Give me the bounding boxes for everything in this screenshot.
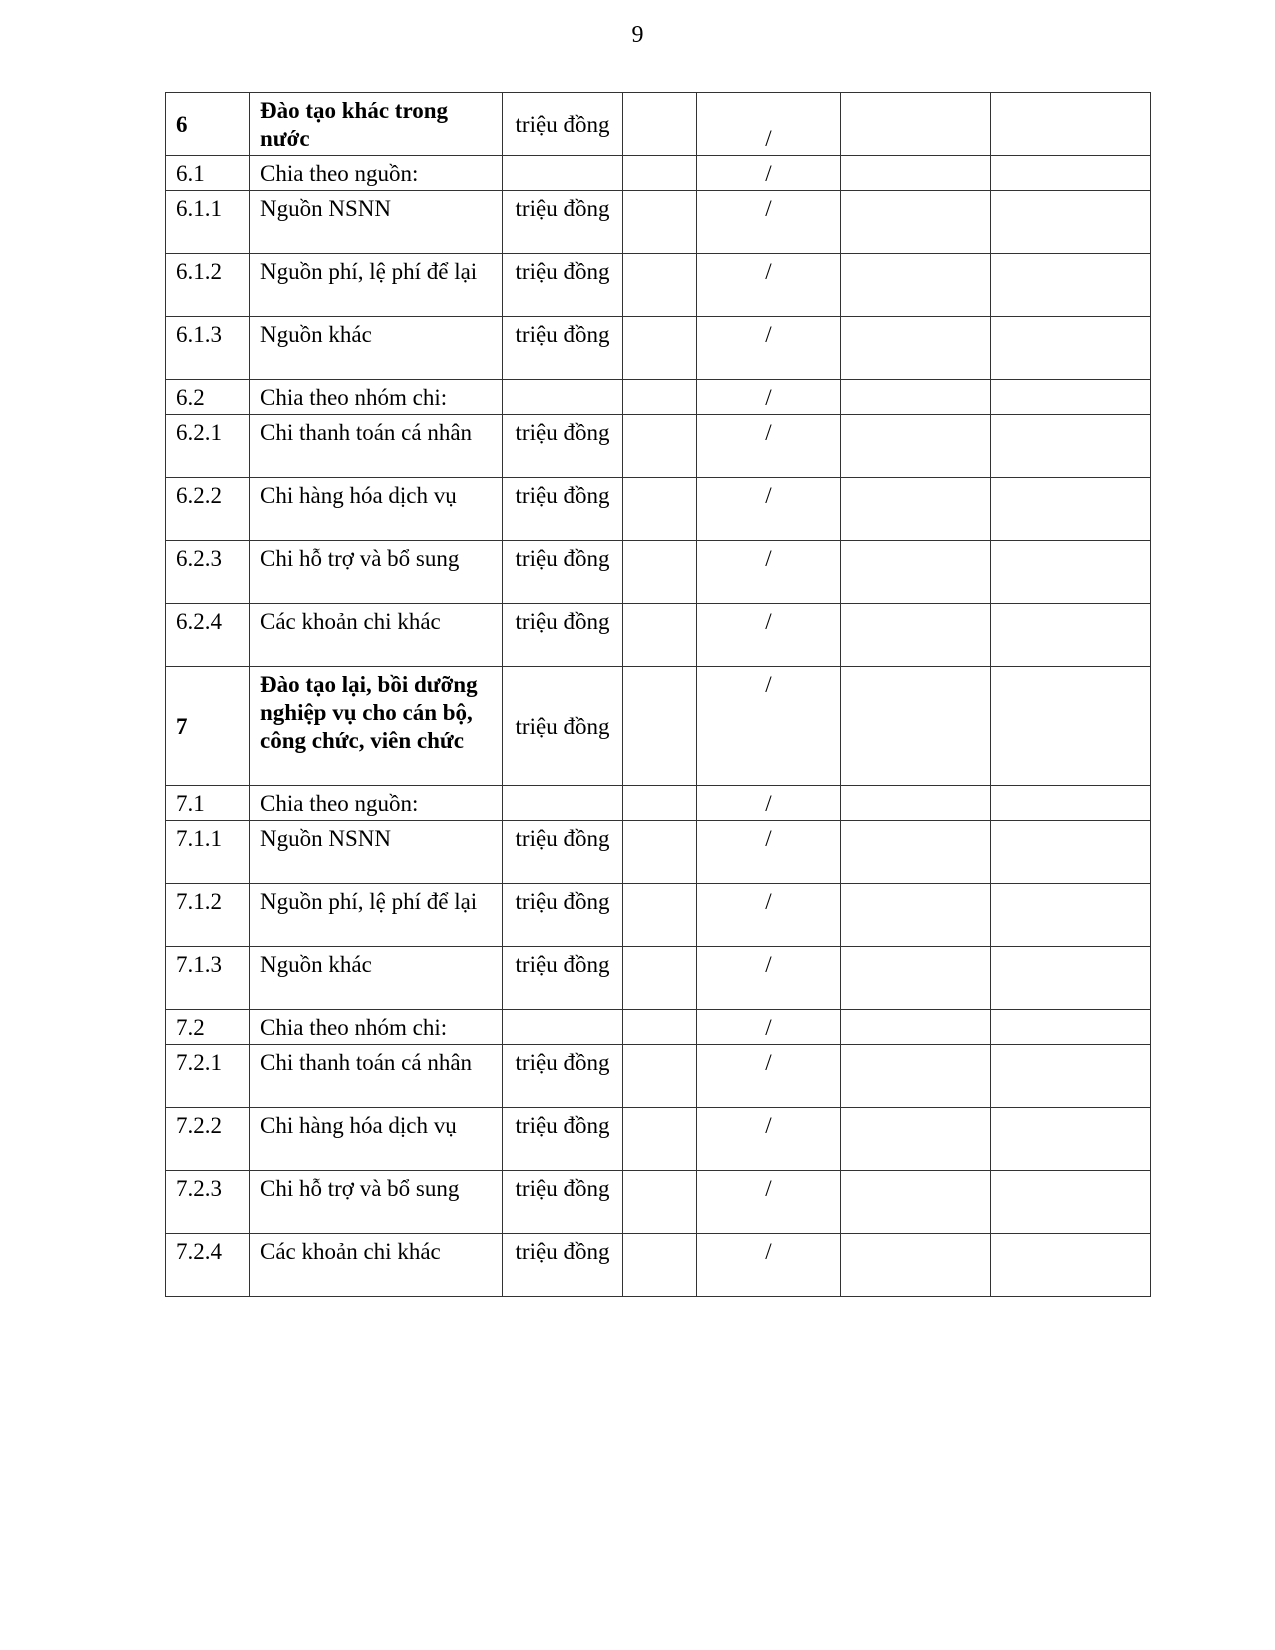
row-mark: /: [697, 478, 841, 541]
empty-cell: [623, 1234, 697, 1297]
empty-cell: [841, 947, 991, 1010]
row-code: 7.2: [166, 1010, 250, 1045]
empty-cell: [991, 478, 1151, 541]
row-code: 6.1.3: [166, 317, 250, 380]
row-name: Chia theo nguồn:: [250, 156, 503, 191]
empty-cell: [623, 1171, 697, 1234]
empty-cell: [623, 1108, 697, 1171]
empty-cell: [991, 156, 1151, 191]
row-code: 7.2.1: [166, 1045, 250, 1108]
row-unit: triệu đồng: [503, 1108, 623, 1171]
table-row: [166, 667, 1151, 786]
empty-cell: [623, 1045, 697, 1108]
empty-cell: [991, 1108, 1151, 1171]
row-name: Các khoản chi khác: [250, 1234, 503, 1297]
empty-cell: [623, 191, 697, 254]
empty-cell: [623, 478, 697, 541]
empty-cell: [841, 380, 991, 415]
row-unit: triệu đồng: [503, 415, 623, 478]
row-code: 6.2.1: [166, 415, 250, 478]
empty-cell: [991, 317, 1151, 380]
table-row: [166, 1045, 1151, 1108]
row-name: Chi hỗ trợ và bổ sung: [250, 541, 503, 604]
empty-cell: [623, 380, 697, 415]
row-code: 6.2: [166, 380, 250, 415]
empty-cell: [623, 1010, 697, 1045]
row-unit: triệu đồng: [503, 1171, 623, 1234]
row-code: 7: [166, 667, 250, 786]
row-mark: /: [697, 1045, 841, 1108]
row-unit: triệu đồng: [503, 821, 623, 884]
row-mark: /: [697, 254, 841, 317]
empty-cell: [991, 667, 1151, 786]
empty-cell: [841, 541, 991, 604]
row-mark: /: [697, 1234, 841, 1297]
table-row: [166, 1010, 1151, 1045]
row-mark: /: [697, 191, 841, 254]
empty-cell: [841, 884, 991, 947]
empty-cell: [991, 415, 1151, 478]
table-row: [166, 1234, 1151, 1297]
empty-cell: [841, 1171, 991, 1234]
row-name: Chia theo nguồn:: [250, 786, 503, 821]
row-code: 7.2.2: [166, 1108, 250, 1171]
empty-cell: [991, 1010, 1151, 1045]
empty-cell: [623, 254, 697, 317]
empty-cell: [841, 156, 991, 191]
empty-cell: [623, 156, 697, 191]
empty-cell: [623, 541, 697, 604]
table-row: [166, 380, 1151, 415]
row-code: 6: [166, 93, 250, 156]
row-mark: /: [697, 884, 841, 947]
row-mark: /: [697, 380, 841, 415]
row-name: Đào tạo khác trong nước: [250, 93, 503, 156]
empty-cell: [623, 604, 697, 667]
budget-table: [165, 92, 1151, 1297]
row-mark: /: [697, 667, 841, 786]
empty-cell: [991, 884, 1151, 947]
empty-cell: [841, 478, 991, 541]
empty-cell: [623, 821, 697, 884]
row-unit: triệu đồng: [503, 1234, 623, 1297]
row-name: Nguồn NSNN: [250, 821, 503, 884]
table-row: [166, 1108, 1151, 1171]
row-name: Chi thanh toán cá nhân: [250, 1045, 503, 1108]
empty-cell: [991, 541, 1151, 604]
empty-cell: [991, 1234, 1151, 1297]
empty-cell: [841, 93, 991, 156]
empty-cell: [841, 1045, 991, 1108]
row-unit: triệu đồng: [503, 317, 623, 380]
row-unit: triệu đồng: [503, 254, 623, 317]
empty-cell: [841, 191, 991, 254]
row-unit: [503, 380, 623, 415]
empty-cell: [623, 415, 697, 478]
table-row: [166, 541, 1151, 604]
row-mark: /: [697, 1108, 841, 1171]
row-name: Chi hàng hóa dịch vụ: [250, 478, 503, 541]
empty-cell: [841, 415, 991, 478]
empty-cell: [991, 821, 1151, 884]
row-name: Nguồn phí, lệ phí để lại: [250, 254, 503, 317]
empty-cell: [991, 254, 1151, 317]
empty-cell: [841, 604, 991, 667]
table-row: [166, 604, 1151, 667]
row-code: 7.2.4: [166, 1234, 250, 1297]
empty-cell: [841, 1234, 991, 1297]
row-unit: triệu đồng: [503, 93, 623, 156]
row-unit: triệu đồng: [503, 667, 623, 786]
table-row: [166, 191, 1151, 254]
empty-cell: [991, 93, 1151, 156]
row-unit: triệu đồng: [503, 1045, 623, 1108]
row-unit: [503, 156, 623, 191]
table-row: [166, 415, 1151, 478]
row-name: Nguồn phí, lệ phí để lại: [250, 884, 503, 947]
table-row: [166, 1171, 1151, 1234]
table-row: [166, 317, 1151, 380]
empty-cell: [623, 884, 697, 947]
table-body: [166, 93, 1151, 1297]
row-code: 6.1.2: [166, 254, 250, 317]
row-name: Chi thanh toán cá nhân: [250, 415, 503, 478]
row-mark: /: [697, 156, 841, 191]
row-mark: /: [697, 1171, 841, 1234]
empty-cell: [991, 947, 1151, 1010]
row-unit: triệu đồng: [503, 604, 623, 667]
row-mark: /: [697, 541, 841, 604]
row-unit: [503, 1010, 623, 1045]
empty-cell: [991, 380, 1151, 415]
table-row: [166, 156, 1151, 191]
empty-cell: [991, 191, 1151, 254]
row-mark: /: [697, 93, 841, 156]
row-name: Chia theo nhóm chi:: [250, 380, 503, 415]
row-unit: triệu đồng: [503, 191, 623, 254]
table-row: [166, 947, 1151, 1010]
row-code: 6.1.1: [166, 191, 250, 254]
row-name: Đào tạo lại, bồi dưỡng nghiệp vụ cho cán bộ, công chức, viên chức: [250, 667, 503, 786]
row-name: Nguồn NSNN: [250, 191, 503, 254]
table-row: [166, 93, 1151, 156]
row-code: 6.2.3: [166, 541, 250, 604]
table-row: [166, 821, 1151, 884]
row-name: Chi hàng hóa dịch vụ: [250, 1108, 503, 1171]
row-mark: /: [697, 821, 841, 884]
row-unit: triệu đồng: [503, 478, 623, 541]
row-code: 6.2.4: [166, 604, 250, 667]
row-code: 7.1.1: [166, 821, 250, 884]
empty-cell: [623, 667, 697, 786]
row-code: 7.1: [166, 786, 250, 821]
empty-cell: [991, 1045, 1151, 1108]
row-unit: triệu đồng: [503, 884, 623, 947]
row-code: 7.1.2: [166, 884, 250, 947]
page-number: 9: [631, 22, 644, 48]
row-mark: /: [697, 317, 841, 380]
row-mark: /: [697, 604, 841, 667]
empty-cell: [991, 1171, 1151, 1234]
empty-cell: [623, 947, 697, 1010]
table-row: [166, 884, 1151, 947]
row-mark: /: [697, 786, 841, 821]
empty-cell: [623, 93, 697, 156]
row-name: Nguồn khác: [250, 947, 503, 1010]
row-unit: [503, 786, 623, 821]
row-name: Các khoản chi khác: [250, 604, 503, 667]
empty-cell: [841, 254, 991, 317]
empty-cell: [841, 786, 991, 821]
row-mark: /: [697, 1010, 841, 1045]
row-mark: /: [697, 947, 841, 1010]
empty-cell: [991, 786, 1151, 821]
table-row: [166, 254, 1151, 317]
row-code: 6.1: [166, 156, 250, 191]
row-unit: triệu đồng: [503, 947, 623, 1010]
row-name: Nguồn khác: [250, 317, 503, 380]
row-name: Chia theo nhóm chi:: [250, 1010, 503, 1045]
row-mark: /: [697, 415, 841, 478]
empty-cell: [841, 317, 991, 380]
empty-cell: [841, 667, 991, 786]
table-row: [166, 478, 1151, 541]
empty-cell: [991, 604, 1151, 667]
empty-cell: [841, 821, 991, 884]
row-unit: triệu đồng: [503, 541, 623, 604]
empty-cell: [623, 317, 697, 380]
row-code: 7.1.3: [166, 947, 250, 1010]
empty-cell: [841, 1010, 991, 1045]
row-code: 6.2.2: [166, 478, 250, 541]
table-row: [166, 786, 1151, 821]
empty-cell: [623, 786, 697, 821]
row-name: Chi hỗ trợ và bổ sung: [250, 1171, 503, 1234]
row-code: 7.2.3: [166, 1171, 250, 1234]
empty-cell: [841, 1108, 991, 1171]
